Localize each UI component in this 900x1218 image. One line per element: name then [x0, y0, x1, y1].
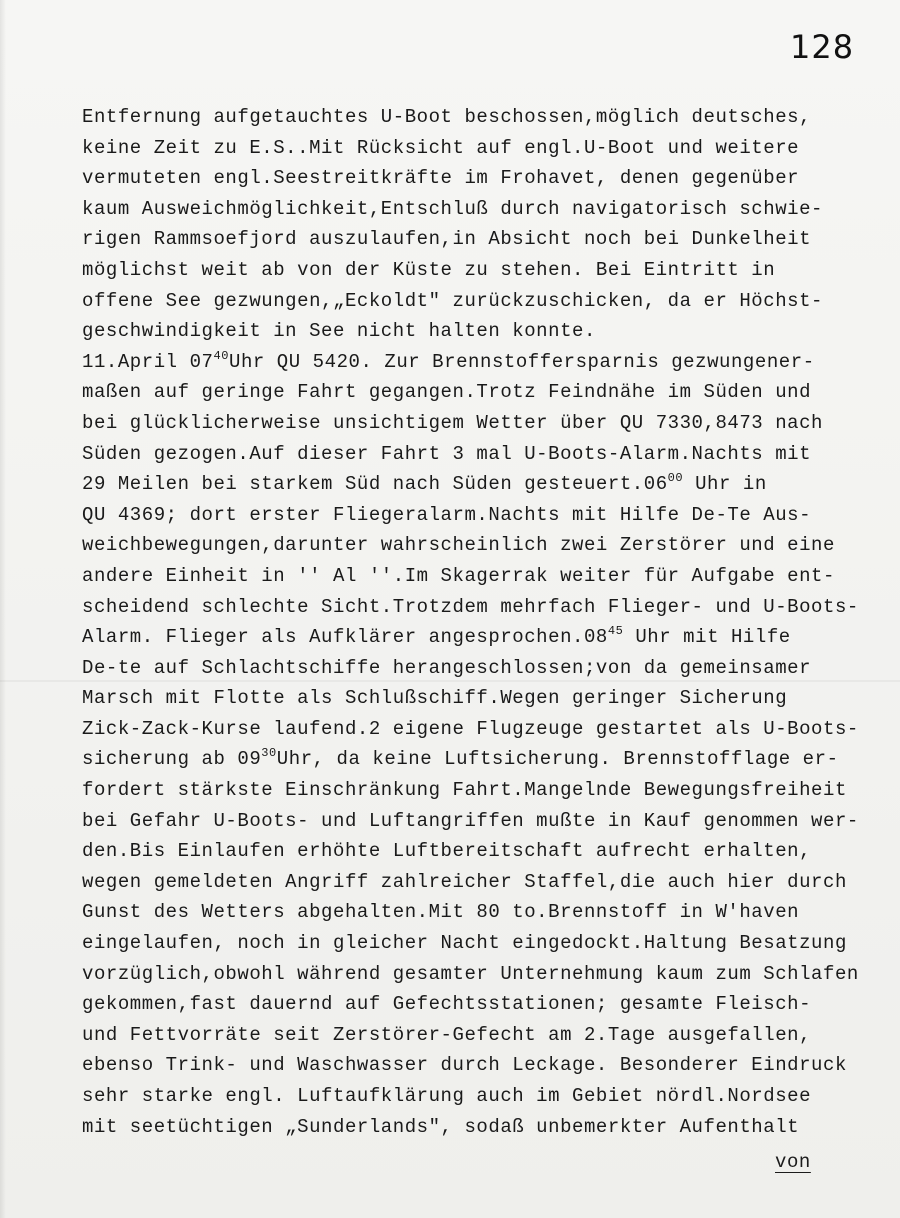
- text-line: kaum Ausweichmöglichkeit,Entschluß durch navigatorisch schwie-: [82, 197, 824, 220]
- page-number: 128: [790, 28, 855, 66]
- text-line-segment: Uhr in: [683, 473, 767, 496]
- text-line: [82, 469, 894, 500]
- text-line: keine Zeit zu E.S..Mit Rücksicht auf engl.U-Boot und weitere: [82, 136, 800, 159]
- document-body: [82, 102, 894, 1142]
- text-line: bei glücklicherweise unsichtigem Wetter über QU 7330,8473 nach: [82, 411, 824, 434]
- text-line: geschwindigkeit in See nicht halten konnte.: [82, 320, 596, 343]
- text-line: [82, 744, 894, 775]
- text-line-segment: Uhr QU 5420. Zur Brennstoffersparnis gezwungener-: [229, 350, 815, 373]
- text-line: eingelaufen, noch in gleicher Nacht eingedockt.Haltung Besatzung: [82, 932, 847, 955]
- text-line: den.Bis Einlaufen erhöhte Luftbereitschaft aufrecht erhalten,: [82, 840, 812, 863]
- time-minutes-superscript: 40: [213, 348, 229, 363]
- text-line: andere Einheit in '' Al ''.Im Skagerrak weiter für Aufgabe ent-: [82, 564, 835, 587]
- text-line: De-te auf Schlachtschiffe herangeschlossen;von da gemeinsamer: [82, 656, 812, 679]
- text-line: vorzüglich,obwohl während gesamter Unternehmung kaum zum Schlafen: [82, 962, 859, 985]
- text-line: wegen gemeldeten Angriff zahlreicher Staffel,die auch hier durch: [82, 870, 847, 893]
- text-line: Entfernung aufgetauchtes U-Boot beschossen,möglich deutsches,: [82, 106, 812, 128]
- text-line: [82, 622, 894, 653]
- text-line: Zick-Zack-Kurse laufend.2 eigene Flugzeuge gestartet als U-Boots-: [82, 717, 859, 740]
- text-line: rigen Rammsoefjord auszulaufen,in Absicht noch bei Dunkelheit: [82, 228, 812, 251]
- text-line: offene See gezwungen,„Eckoldt" zurückzuschicken, da er Höchst-: [82, 289, 824, 312]
- text-line: QU 4369; dort erster Fliegeralarm.Nachts mit Hilfe De-Te Aus-: [82, 503, 812, 526]
- text-line: weichbewegungen,darunter wahrscheinlich zwei Zerstörer und eine: [82, 534, 835, 557]
- text-line: scheidend schlechte Sicht.Trotzdem mehrfach Flieger- und U-Boots-: [82, 595, 859, 618]
- text-line-segment: 11.April 07: [82, 350, 214, 373]
- text-line: Süden gezogen.Auf dieser Fahrt 3 mal U-Boots-Alarm.Nachts mit: [82, 442, 812, 465]
- text-line: fordert stärkste Einschränkung Fahrt.Mangelnde Bewegungsfreiheit: [82, 779, 847, 802]
- text-line: Marsch mit Flotte als Schlußschiff.Wegen geringer Sicherung: [82, 687, 788, 710]
- catchword: von: [775, 1151, 811, 1173]
- text-line: vermuteten engl.Seestreitkräfte im Frohavet, denen gegenüber: [82, 167, 800, 190]
- text-line: [82, 347, 894, 378]
- text-line: möglichst weit ab von der Küste zu stehen. Bei Eintritt in: [82, 258, 776, 281]
- text-line: gekommen,fast dauernd auf Gefechtsstationen; gesamte Fleisch-: [82, 993, 812, 1016]
- text-line: mit seetüchtigen „Sunderlands", sodaß unbemerkter Aufenthalt: [82, 1115, 800, 1138]
- time-minutes-superscript: 45: [607, 624, 624, 639]
- text-line: Gunst des Wetters abgehalten.Mit 80 to.Brennstoff in W'haven: [82, 901, 800, 924]
- text-line-segment: Uhr mit Hilfe: [623, 626, 791, 649]
- text-line: ebenso Trink- und Waschwasser durch Leckage. Besonderer Eindruck: [82, 1054, 847, 1077]
- time-minutes-superscript: 00: [667, 471, 684, 486]
- text-line: und Fettvorräte seit Zerstörer-Gefecht am 2.Tage ausgefallen,: [82, 1023, 812, 1046]
- text-line-segment: 29 Meilen bei starkem Süd nach Süden gesteuert.06: [82, 473, 668, 496]
- text-line-segment: sicherung ab 09: [82, 748, 262, 771]
- text-line: sehr starke engl. Luftaufklärung auch im Gebiet nördl.Nordsee: [82, 1085, 812, 1107]
- text-line-segment: Uhr, da keine Luftsicherung. Brennstofflage er-: [276, 748, 839, 771]
- time-minutes-superscript: 30: [261, 746, 277, 761]
- page-edge-shadow: [0, 0, 6, 1218]
- text-line: bei Gefahr U-Boots- und Luftangriffen mußte in Kauf genommen wer-: [82, 809, 859, 832]
- text-line-segment: Alarm. Flieger als Aufklärer angesprochen.08: [82, 626, 608, 649]
- text-line: maßen auf geringe Fahrt gegangen.Trotz Feindnähe im Süden und: [82, 381, 812, 404]
